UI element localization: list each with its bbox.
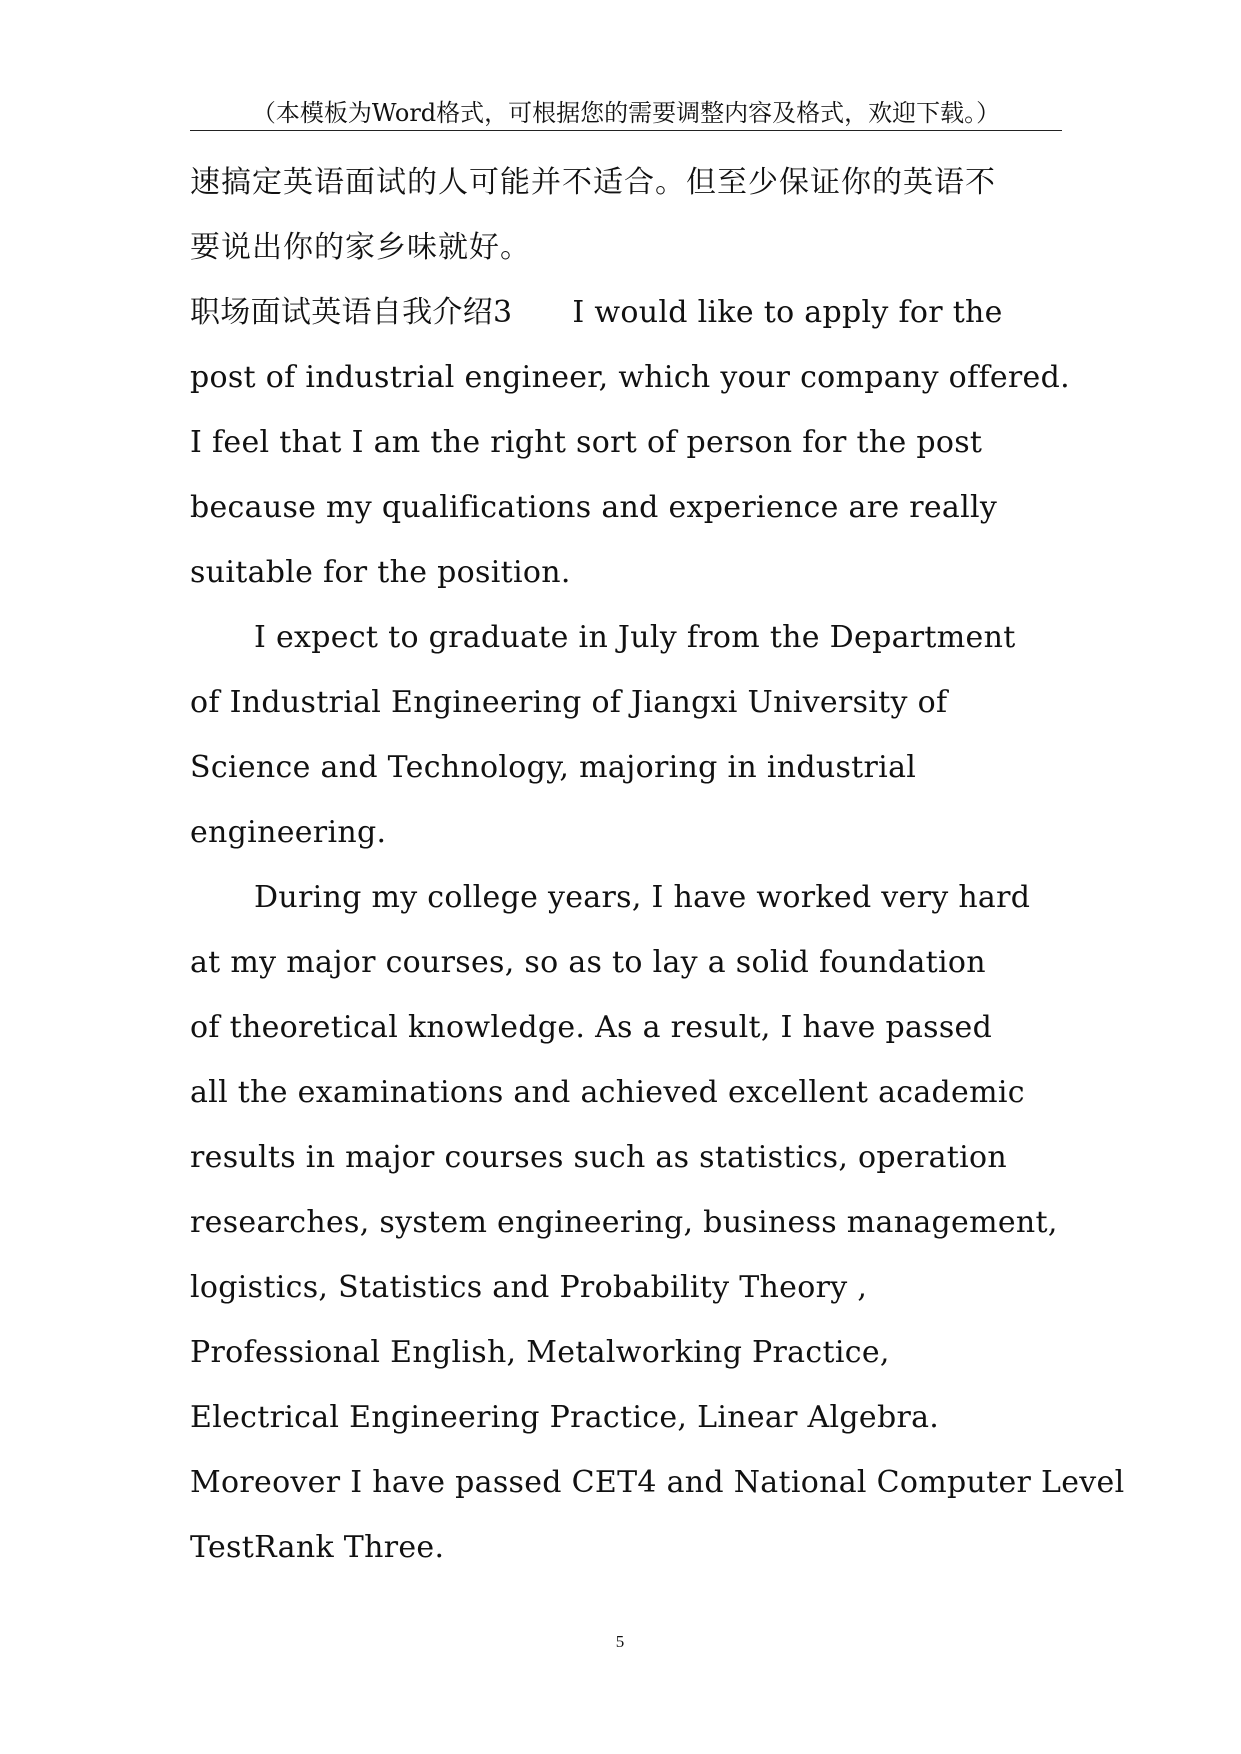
text-line: of Industrial Engineering of Jiangxi University of — [190, 685, 948, 720]
text-line: because my qualifications and experience are really — [190, 490, 998, 525]
text-line: all the examinations and achieved excellent academic — [190, 1075, 1025, 1110]
text-line: post of industrial engineer, which your company offered. — [190, 360, 1070, 395]
page-number: 5 — [615, 1632, 625, 1651]
text-line: 要说出你的家乡味就好。 — [190, 230, 531, 265]
text-line: researches, system engineering, business management, — [190, 1205, 1058, 1240]
text-line: Professional English, Metalworking Practice, — [190, 1335, 890, 1370]
text-line — [190, 280, 1062, 345]
text-line: I feel that I am the right sort of person for the post — [190, 425, 983, 460]
section-heading: 职场面试英语自我介绍3 — [190, 295, 513, 330]
paragraph-first-line: I expect to graduate in July from the Department — [254, 620, 1016, 655]
text-line-fragment: I would like to apply for the — [572, 295, 1003, 330]
text-line: TestRank Three. — [190, 1530, 445, 1565]
text-line: engineering. — [190, 815, 387, 850]
header-note: （本模板为Word格式，可根据您的需要调整内容及格式，欢迎下载。） — [251, 99, 1001, 127]
text-line: logistics, Statistics and Probability Theory , — [190, 1270, 868, 1305]
text-line: Science and Technology, majoring in industrial — [190, 750, 917, 785]
text-line: of theoretical knowledge. As a result, I have passed — [190, 1010, 993, 1045]
text-line: Electrical Engineering Practice, Linear Algebra. — [190, 1400, 940, 1435]
text-line: results in major courses such as statistics, operation — [190, 1140, 1008, 1175]
text-line: suitable for the position. — [190, 555, 571, 590]
paragraph-first-line: During my college years, I have worked very hard — [254, 880, 1031, 915]
body-text — [190, 150, 1125, 1580]
text-line: at my major courses, so as to lay a solid foundation — [190, 945, 986, 980]
header-divider — [190, 130, 1062, 131]
text-line: Moreover I have passed CET4 and National Computer Level — [190, 1465, 1125, 1500]
text-line: 速搞定英语面试的人可能并不适合。但至少保证你的英语不 — [190, 165, 996, 200]
